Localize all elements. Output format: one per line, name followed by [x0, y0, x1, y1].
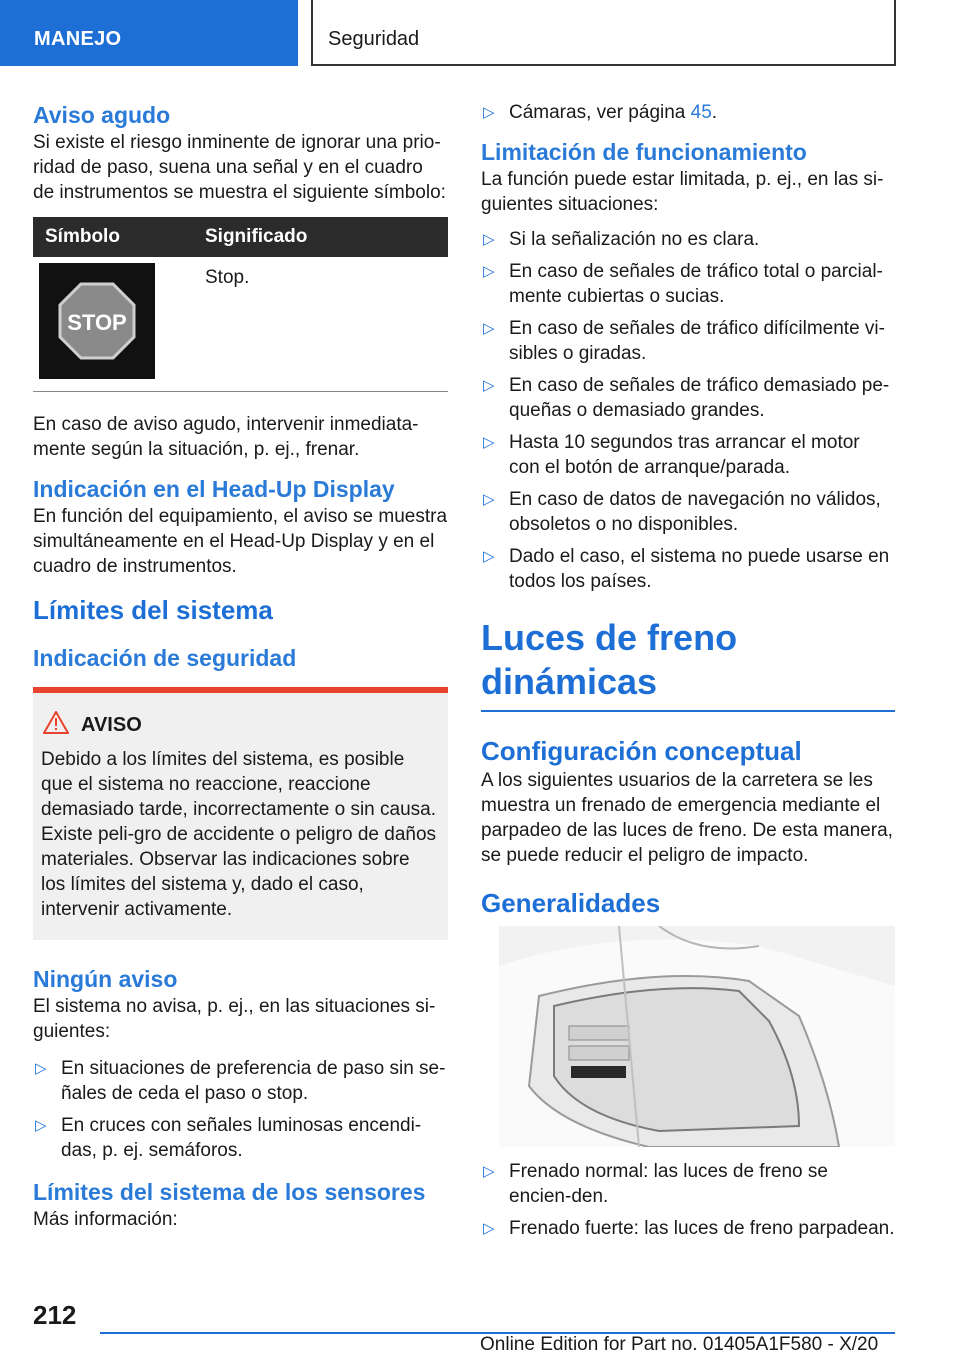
limitation-text: La función puede estar limitada, p. ej., en las si-guientes situaciones: [481, 169, 884, 215]
aviso-agudo-intro: Si existe el riesgo inminente de ignorar una prio-ridad de paso, suena una señal y en el cuadro de instrumentos se muestra el siguiente símbolo: [33, 132, 446, 203]
stop-sign-icon [39, 263, 155, 379]
stop-sign-text: STOP [67, 310, 127, 335]
warning-header [41, 711, 438, 739]
warning-box [33, 687, 448, 940]
list-item: ▷ Dado el caso, el sistema no puede usarse en todos los países. [483, 546, 890, 592]
bullet-triangle-icon: ▷ [483, 434, 495, 451]
page-link[interactable]: 45 [690, 102, 712, 123]
no-warning-text: El sistema no avisa, p. ej., en las situaciones si-guientes: [33, 996, 436, 1042]
bullet-triangle-icon: ▷ [483, 231, 495, 248]
chapter-tab: MANEJO [0, 0, 298, 66]
tail-light-illustration [499, 926, 895, 1147]
bullet-triangle-icon: ▷ [35, 1117, 47, 1134]
concept-text: A los siguientes usuarios de la carretera se les muestra un frenado de emergencia mediante el parpadeo de las luces de freno. De esta manera, se puede reducir el peligro de impacto. [481, 770, 893, 866]
bullet-triangle-icon: ▷ [35, 1060, 47, 1077]
meaning-column-header: Significado [193, 217, 448, 257]
page-number: 212 [33, 1300, 77, 1330]
brake-list [481, 1159, 895, 1241]
symbol-column-header: Símbolo [33, 217, 193, 257]
bullet-triangle-icon: ▷ [483, 320, 495, 337]
left-column [33, 100, 448, 1244]
list-item: ▷ En cruces con señales luminosas encendi-das, p. ej. semáforos. [35, 1115, 422, 1161]
aviso-agudo-after: En caso de aviso agudo, intervenir inmediata-mente según la situación, p. ej., frenar. [33, 414, 419, 460]
hud-heading: Indicación en el Head-Up Display [33, 476, 395, 502]
symbol-cell [33, 257, 193, 392]
cameras-list [481, 100, 895, 125]
sensors-text: Más información: [33, 1209, 178, 1230]
sensors-heading: Límites del sistema de los sensores [33, 1179, 426, 1205]
list-item: ▷ En caso de datos de navegación no válidos, obsoletos o no disponibles. [483, 489, 881, 535]
list-item: ▷ En caso de señales de tráfico difícilmente vi-sibles o giradas. [483, 318, 885, 364]
bullet-triangle-icon: ▷ [483, 1220, 495, 1237]
limitation-list [481, 227, 895, 594]
symbol-table [33, 217, 448, 392]
no-warning-list [33, 1056, 448, 1163]
limits-heading: Límites del sistema [33, 595, 273, 625]
list-item: ▷ Frenado fuerte: las luces de freno parpadean. [483, 1218, 895, 1239]
meaning-cell: Stop. [205, 267, 250, 288]
list-item: ▷ Si la señalización no es clara. [483, 229, 760, 250]
list-item: ▷ En caso de señales de tráfico demasiado pe-queñas o demasiado grandes. [483, 375, 890, 421]
warning-triangle-icon [43, 711, 69, 739]
bullet-triangle-icon: ▷ [483, 491, 495, 508]
general-heading: Generalidades [481, 888, 661, 918]
concept-heading: Configuración conceptual [481, 736, 802, 766]
list-item: ▷ Hasta 10 segundos tras arrancar el motor con el botón de arranque/parada. [483, 432, 860, 478]
page-header [0, 0, 960, 66]
bullet-triangle-icon: ▷ [483, 377, 495, 394]
list-item: ▷ Frenado normal: las luces de freno se encien-den. [483, 1161, 828, 1207]
bullet-triangle-icon: ▷ [483, 263, 495, 280]
bullet-triangle-icon: ▷ [483, 1163, 495, 1180]
no-warning-heading: Ningún aviso [33, 966, 178, 992]
section-tab: Seguridad [311, 0, 896, 66]
right-column [481, 100, 895, 1248]
bullet-triangle-icon: ▷ [483, 548, 495, 565]
bullet-triangle-icon: ▷ [483, 104, 495, 121]
list-item: ▷ En caso de señales de tráfico total o parcial-mente cubiertas o sucias. [483, 261, 883, 307]
warning-label: AVISO [81, 713, 142, 736]
aviso-agudo-heading: Aviso agudo [33, 102, 171, 128]
list-item: ▷ Cámaras, ver página 45. [483, 102, 718, 123]
warning-text: Debido a los límites del sistema, es posible que el sistema no reaccione, reaccione demasiado tarde, incorrectamente o sin causa. Existe peli-gro de accidente o peligro de daños materiales. Observar las indicaciones sobre los límites del sistema y, dado el caso, intervenir activamente. [41, 749, 437, 920]
hud-text: En función del equipamiento, el aviso se muestra simultáneamente en el Head-Up Display y en el cuadro de instrumentos. [33, 506, 448, 577]
brake-lights-heading: Luces de freno dinámicas [481, 616, 895, 712]
edition-note: Online Edition for Part no. 01405A1F580 - X/20 [480, 1334, 879, 1355]
limitation-heading: Limitación de funcionamiento [481, 139, 807, 165]
safety-heading: Indicación de seguridad [33, 645, 297, 671]
list-item: ▷ En situaciones de preferencia de paso sin se-ñales de ceda el paso o stop. [35, 1058, 446, 1104]
